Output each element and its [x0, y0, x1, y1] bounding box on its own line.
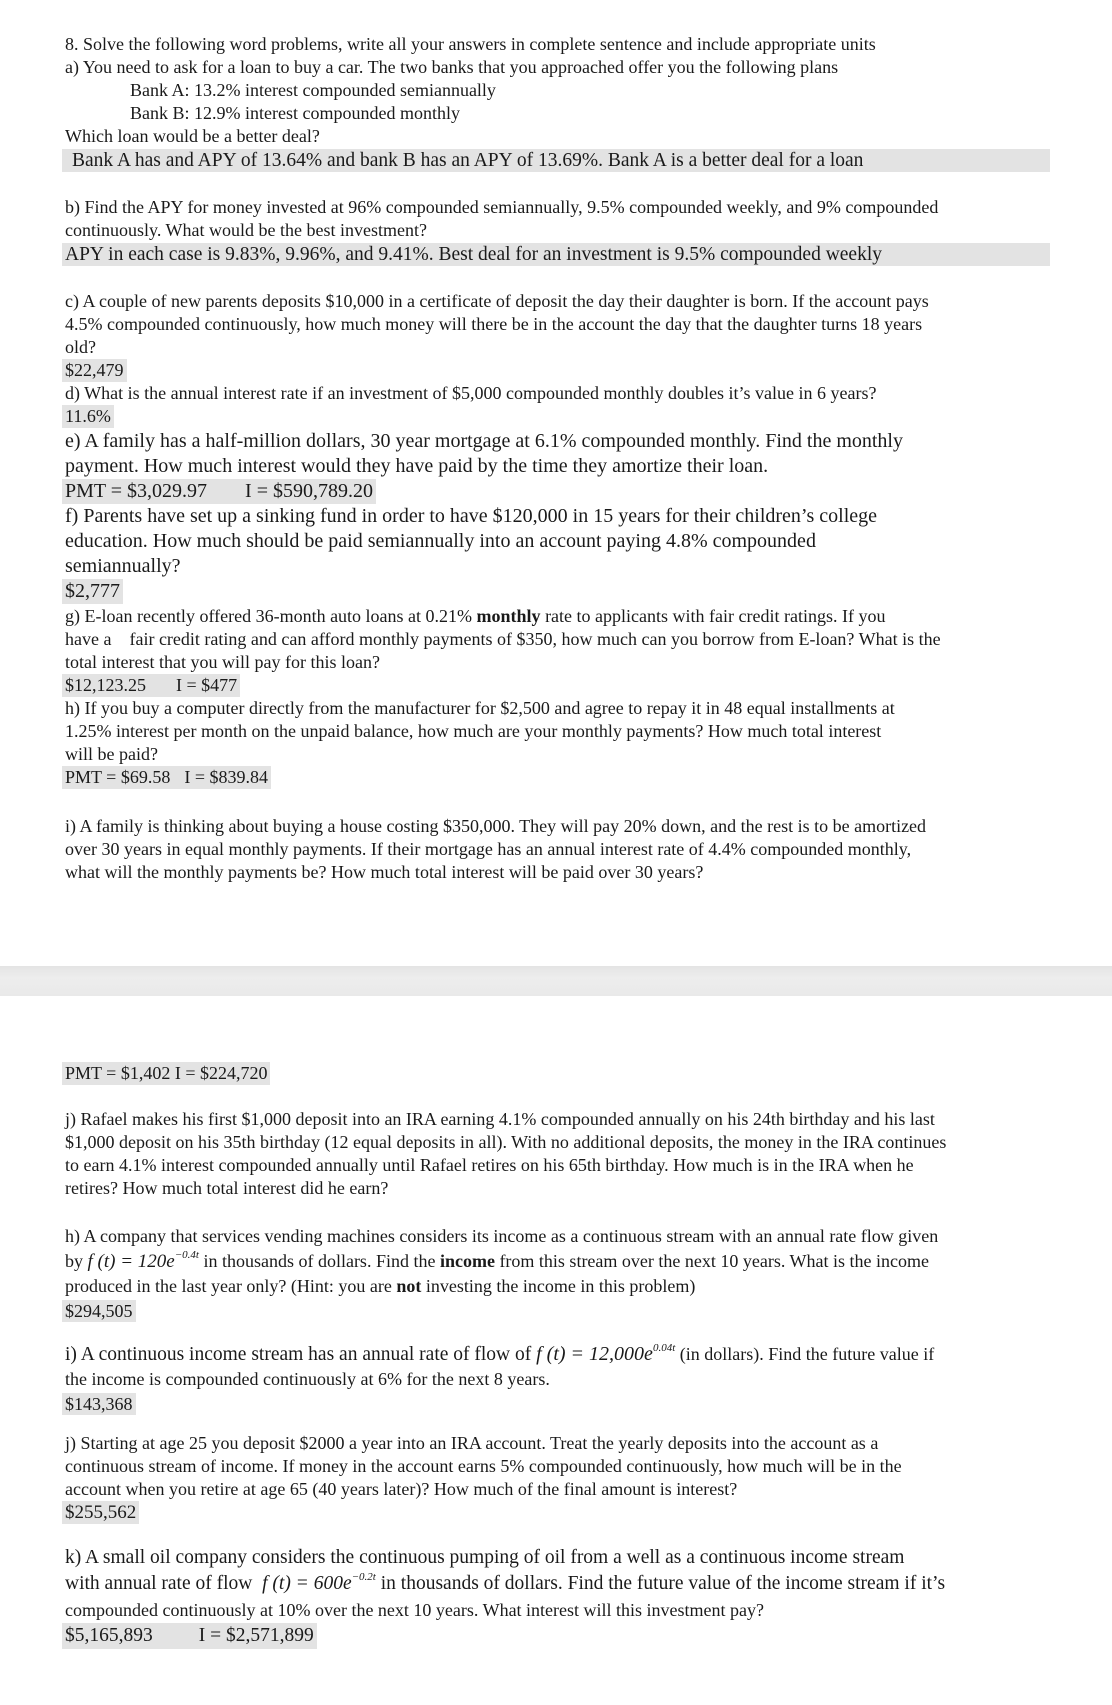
problem-k-text: with annual rate of flow [65, 1573, 263, 1594]
problem-j2-line: account when you retire at age 65 (40 years later)? How much of the final amount is interest? [65, 1479, 738, 1499]
problem-j-line: retires? How much total interest did he earn? [65, 1178, 389, 1198]
problem-c-line: old? [65, 337, 96, 357]
answer-k-interest: I = $2,571,899 [198, 1625, 314, 1646]
problem-i2-text: (in dollars). Find the future value if [675, 1344, 935, 1364]
problem-8-instructions: 8. Solve the following word problems, write all your answers in complete sentence and include appropriate units [65, 34, 876, 54]
answer-d-text: 11.6% [62, 405, 114, 428]
problem-g-emphasis: monthly [476, 606, 541, 626]
problem-a-text: a) You need to ask for a loan to buy a car. The two banks that you approached offer you the following plans [65, 57, 839, 77]
bank-a-plan: Bank A: 13.2% interest compounded semiannually [130, 80, 496, 100]
problem-j2-line: j) Starting at age 25 you deposit $2000 a year into an IRA account. Treat the yearly deposits into the account as a [65, 1433, 879, 1453]
problem-j-rafael [65, 1108, 1050, 1200]
rate-formula: f (t) = 120e [87, 1251, 175, 1272]
problem-h2-text: in thousands of dollars. Find the [198, 1251, 440, 1271]
problem-j-line: $1,000 deposit on his 35th birthday (12 equal deposits in all). With no additional deposits, the money in the IRA continues [65, 1132, 947, 1152]
answer-b-text: APY in each case is 9.83%, 9.96%, and 9.41%. Best deal for an investment is 9.5% compounded weekly [62, 243, 1050, 266]
problem-i-line: i) A family is thinking about buying a house costing $350,000. They will pay 20% down, and the rest is to be amortized [65, 816, 927, 836]
problem-d-line: d) What is the annual interest rate if an investment of $5,000 compounded monthly doubles it’s value in 6 years? [65, 383, 877, 403]
answer-k [62, 1623, 317, 1649]
problem-k-line [65, 1571, 1050, 1597]
problem-h-line: 1.25% interest per month on the unpaid balance, how much are your monthly payments? How much total interest [65, 721, 882, 741]
problem-h-line: will be paid? [65, 744, 158, 764]
problem-g-text: g) E-loan recently offered 36-month auto loans at 0.21% [65, 606, 477, 626]
page-separator [0, 966, 1112, 996]
problem-i-line: over 30 years in equal monthly payments. If their mortgage has an annual interest rate of 4.4% compounded monthly, [65, 839, 912, 859]
answer-b [65, 243, 1050, 266]
problem-h-line: h) If you buy a computer directly from the manufacturer for $2,500 and agree to repay it in 48 equal installments at [65, 698, 895, 718]
answer-i-text: PMT = $1,402 I = $224,720 [62, 1062, 270, 1085]
answer-e [62, 479, 376, 504]
answer-e-interest: I = $590,789.20 [245, 480, 373, 502]
problem-c [65, 290, 1050, 428]
problem-k-text: in thousands of dollars. Find the future value of the income stream if it’s [375, 1573, 946, 1594]
answer-a [65, 149, 1050, 172]
rate-exponent: −0.4t [174, 1249, 199, 1261]
problem-k [65, 1545, 1050, 1649]
answer-g-interest: I = $477 [176, 675, 238, 695]
problem-h2-text: investing the income in this problem) [421, 1276, 696, 1296]
answer-h-interest: I = $839.84 [184, 767, 268, 787]
answer-h2-text: $294,505 [62, 1300, 136, 1322]
problem-h2-line [65, 1274, 1050, 1299]
problem-a-question: Which loan would be a better deal? [65, 126, 320, 146]
rate-exponent: 0.04t [652, 1342, 676, 1354]
problem-j-line: to earn 4.1% interest compounded annually until Rafael retires on his 65th birthday. How much is in the IRA when he [65, 1155, 914, 1175]
problem-j-ira [65, 1432, 1050, 1524]
problem-h2-text: produced in the last year only? (Hint: you are [65, 1276, 397, 1296]
answer-g [62, 674, 240, 697]
problem-b-line: b) Find the APY for money invested at 96% compounded semiannually, 9.5% compounded weekly, and 9% compounded [65, 197, 939, 217]
answer-e-pmt: PMT = $3,029.97 [65, 480, 208, 502]
problem-g-line [65, 605, 1050, 628]
answer-c-text: $22,479 [62, 359, 127, 382]
answer-h [62, 766, 271, 789]
problem-e-line: payment. How much interest would they have paid by the time they amortize their loan. [65, 455, 769, 477]
rate-formula: f (t) = 600e [262, 1573, 352, 1594]
problem-g-line: have a fair credit rating and can afford monthly payments of $350, how much can you borrow from E-loan? What is the [65, 629, 941, 649]
answer-a-text: Bank A has and APY of 13.64% and bank B has an APY of 13.69%. Bank A is a better deal for a loan [62, 149, 1050, 172]
problem-h2-text: by [65, 1251, 88, 1271]
problem-c-line: c) A couple of new parents deposits $10,000 in a certificate of deposit the day their daughter is born. If the account pays [65, 291, 929, 311]
answer-i [65, 1062, 1050, 1085]
problem-f-line: semiannually? [65, 555, 181, 577]
problem-i-line: what will the monthly payments be? How much total interest will be paid over 30 years? [65, 862, 704, 882]
problem-i2-text: i) A continuous income stream has an annual rate of flow of [65, 1344, 537, 1365]
problem-i-stream [65, 1342, 1050, 1417]
problem-i [65, 815, 1050, 884]
problem-e [65, 429, 1050, 604]
problem-h2-line [65, 1249, 1050, 1274]
answer-g-amount: $12,123.25 [65, 675, 146, 695]
problem-h2-emphasis: income [439, 1251, 495, 1271]
answer-f-text: $2,777 [62, 579, 123, 604]
problem-g-line: total interest that you will pay for this loan? [65, 652, 380, 672]
problem-h2-text: from this stream over the next 10 years. What is the income [494, 1251, 929, 1271]
problem-f-line: education. How much should be paid semiannually into an account paying 4.8% compounded [65, 530, 816, 552]
problem-i2-line [65, 1342, 1050, 1367]
problem-c-line: 4.5% compounded continuously, how much money will there be in the account the day that the daughter turns 18 years [65, 314, 923, 334]
problem-intro-a [65, 33, 1050, 148]
problem-e-line: e) A family has a half-million dollars, 30 year mortgage at 6.1% compounded monthly. Find the monthly [65, 430, 903, 452]
problem-i2-line: the income is compounded continuously at 6% for the next 8 years. [65, 1369, 550, 1389]
rate-formula: f (t) = 12,000e [536, 1343, 653, 1365]
problem-f-line: f) Parents have set up a sinking fund in order to have $120,000 in 15 years for their children’s college [65, 505, 878, 527]
answer-k-future-value: $5,165,893 [65, 1625, 153, 1646]
problem-j-line: j) Rafael makes his first $1,000 deposit into an IRA earning 4.1% compounded annually on his 24th birthday and his last [65, 1109, 935, 1129]
rate-exponent: −0.2t [351, 1571, 376, 1583]
problem-h2-emphasis: not [396, 1276, 422, 1296]
answer-h-pmt: PMT = $69.58 [65, 767, 171, 787]
problem-k-line: k) A small oil company considers the continuous pumping of oil from a well as a continuous income stream [65, 1547, 905, 1568]
problem-g-text: rate to applicants with fair credit ratings. If you [540, 606, 886, 626]
problem-h2-line: h) A company that services vending machines considers its income as a continuous stream with an annual rate flow given [65, 1226, 939, 1246]
bank-b-plan: Bank B: 12.9% interest compounded monthly [130, 103, 460, 123]
answer-j2-text: $255,562 [62, 1501, 139, 1524]
answer-i2-text: $143,368 [62, 1393, 136, 1415]
problem-k-line: compounded continuously at 10% over the next 10 years. What interest will this investment pay? [65, 1600, 765, 1620]
problem-b-line: continuously. What would be the best investment? [65, 220, 427, 240]
problem-g-h [65, 605, 1050, 789]
problem-h-vending [65, 1224, 1050, 1324]
problem-j2-line: continuous stream of income. If money in the account earns 5% compounded continuously, how much will be in the [65, 1456, 902, 1476]
worksheet-page-2 [0, 996, 1112, 1705]
problem-b [65, 196, 1050, 242]
